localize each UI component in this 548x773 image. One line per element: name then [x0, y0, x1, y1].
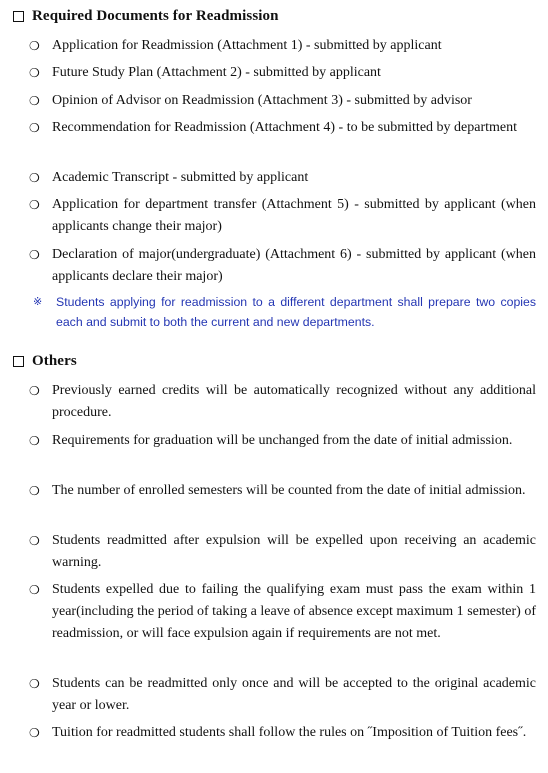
checkbox-square-icon: [13, 11, 24, 22]
circle-bullet-icon: ❍: [29, 384, 40, 398]
list-item-study-plan: [29, 62, 536, 84]
list-item-text: Opinion of Advisor on Readmission (Attachment 3) - submitted by advisor: [52, 93, 472, 108]
section-title-others: [13, 353, 77, 370]
circle-bullet-icon: ❍: [29, 677, 40, 691]
circle-bullet-icon: ❍: [29, 39, 40, 53]
circle-bullet-icon: ❍: [29, 534, 40, 548]
section-title-required-documents: [13, 8, 279, 25]
list-item-application: [29, 35, 536, 57]
circle-bullet-icon: ❍: [29, 198, 40, 212]
circle-bullet-icon: ❍: [29, 484, 40, 498]
list-item-tuition: [29, 722, 536, 744]
list-item-text: Application for department transfer (Attachment 5) - submitted by applicant (when applicants change their major): [52, 197, 536, 234]
note-text: Students applying for readmission to a different department shall prepare two copies each and submit to both the current and new departments.: [56, 295, 536, 329]
list-item-text: Declaration of major(undergraduate) (Attachment 6) - submitted by applicant (when applicants declare their major): [52, 247, 536, 284]
checkbox-square-icon: [13, 356, 24, 367]
list-item-advisor-opinion: [29, 90, 536, 112]
list-item-text: Requirements for graduation will be unchanged from the date of initial admission.: [52, 433, 513, 448]
circle-bullet-icon: ❍: [29, 121, 40, 135]
section-title-text: Others: [32, 353, 77, 369]
list-item-transcript: [29, 167, 536, 189]
list-item-text: Application for Readmission (Attachment 1) - submitted by applicant: [52, 38, 442, 53]
list-item-text: Students readmitted after expulsion will be expelled upon receiving an academic warning.: [52, 533, 536, 570]
list-item-text: The number of enrolled semesters will be counted from the date of initial admission.: [52, 483, 526, 498]
circle-bullet-icon: ❍: [29, 171, 40, 185]
list-item-text: Recommendation for Readmission (Attachment 4) - to be submitted by department: [52, 120, 518, 135]
list-item-declaration-of-major: [29, 244, 536, 288]
circle-bullet-icon: ❍: [29, 248, 40, 262]
circle-bullet-icon: ❍: [29, 583, 40, 597]
reference-mark-icon: ※: [33, 295, 43, 308]
circle-bullet-icon: ❍: [29, 94, 40, 108]
list-item-recommendation: [29, 117, 536, 139]
circle-bullet-icon: ❍: [29, 66, 40, 80]
list-item-expulsion-warning: [29, 530, 536, 574]
list-item-text: Future Study Plan (Attachment 2) - submitted by applicant: [52, 65, 381, 80]
list-item-qualifying-exam: [29, 579, 536, 645]
list-item-enrolled-semesters: [29, 480, 536, 502]
list-item-text: Tuition for readmitted students shall follow the rules on ˝Imposition of Tuition fees˝.: [52, 725, 527, 740]
section-title-text: Required Documents for Readmission: [32, 8, 279, 24]
note-different-department: [33, 292, 536, 332]
list-item-department-transfer: [29, 194, 536, 238]
list-item-text: Previously earned credits will be automatically recognized without any additional procedure.: [52, 383, 536, 420]
list-item-readmitted-once: [29, 673, 536, 717]
list-item-graduation-requirements: [29, 430, 536, 452]
circle-bullet-icon: ❍: [29, 726, 40, 740]
circle-bullet-icon: ❍: [29, 434, 40, 448]
list-item-text: Students expelled due to failing the qualifying exam must pass the exam within 1 year(including the period of taking a leave of absence except maximum 1 semester) of readmission, or will face expulsion again if requirements are not met.: [52, 582, 536, 641]
list-item-text: Students can be readmitted only once and will be accepted to the original academic year or lower.: [52, 676, 536, 713]
list-item-text: Academic Transcript - submitted by applicant: [52, 170, 309, 185]
list-item-credits: [29, 380, 536, 424]
